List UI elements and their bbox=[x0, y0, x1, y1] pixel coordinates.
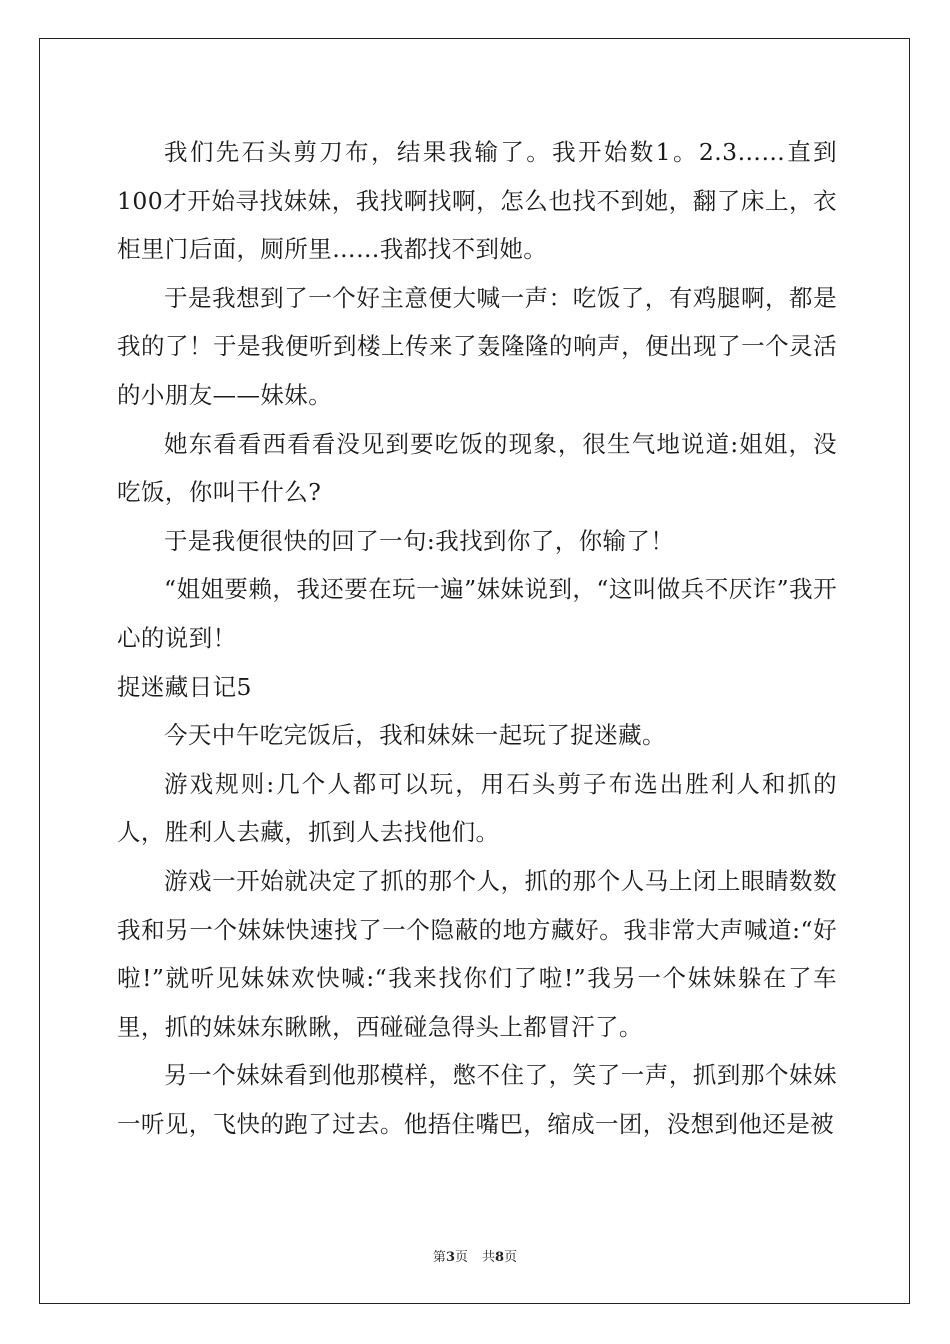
paragraph: 于是我便很快的回了一句:我找到你了，你输了！ bbox=[164, 526, 675, 555]
page-footer bbox=[0, 1246, 950, 1265]
paragraph: 另一个妹妹看到他那模样，憋不住了，笑了一声，抓到那个妹妹一听见，飞快的跑了过去。他捂住嘴巴，缩成一团，没想到他还是被 bbox=[117, 1061, 837, 1138]
footer-current-page: 3 bbox=[445, 1250, 455, 1265]
footer-total-pages: 8 bbox=[495, 1250, 505, 1265]
paragraph: 我们先石头剪刀布，结果我输了。我开始数1。2.3……直到100才开始寻找妹妹，我找啊找啊，怎么也找不到她，翻了床上，衣柜里门后面，厕所里……我都找不到她。 bbox=[117, 138, 837, 264]
footer-total-suffix: 页 bbox=[504, 1250, 518, 1265]
paragraph: 她东看看西看看没见到要吃饭的现象，很生气地说道:姐姐，没吃饭，你叫干什么? bbox=[117, 429, 837, 507]
section-heading: 捉迷藏日记5 bbox=[117, 672, 252, 701]
paragraph: 于是我想到了一个好主意便大喊一声：吃饭了，有鸡腿啊，都是我的了！于是我便听到楼上传来了轰隆隆的响声，便出现了一个灵活的小朋友——妹妹。 bbox=[117, 283, 837, 409]
footer-page-suffix: 页 bbox=[454, 1250, 468, 1265]
footer-total-prefix: 共 bbox=[482, 1250, 496, 1265]
footer-page-prefix: 第 bbox=[432, 1250, 446, 1265]
document-body bbox=[117, 128, 837, 1148]
paragraph: “姐姐要赖，我还要在玩一遍”妹妹说到，“这叫做兵不厌诈”我开心的说到！ bbox=[117, 575, 837, 652]
paragraph: 游戏一开始就决定了抓的那个人，抓的那个人马上闭上眼睛数数我和另一个妹妹快速找了一个隐蔽的地方藏好。我非常大声喊道:“好啦!”就听见妹妹欢快喊:“我来找你们了啦!”我另一个妹妹躲在了车里，抓的妹妹东瞅瞅，西碰碰急得头上都冒汗了。 bbox=[117, 866, 837, 1041]
paragraph: 游戏规则:几个人都可以玩，用石头剪子布选出胜利人和抓的人，胜利人去藏，抓到人去找他们。 bbox=[117, 769, 837, 847]
paragraph: 今天中午吃完饭后，我和妹妹一起玩了捉迷藏。 bbox=[164, 721, 666, 750]
